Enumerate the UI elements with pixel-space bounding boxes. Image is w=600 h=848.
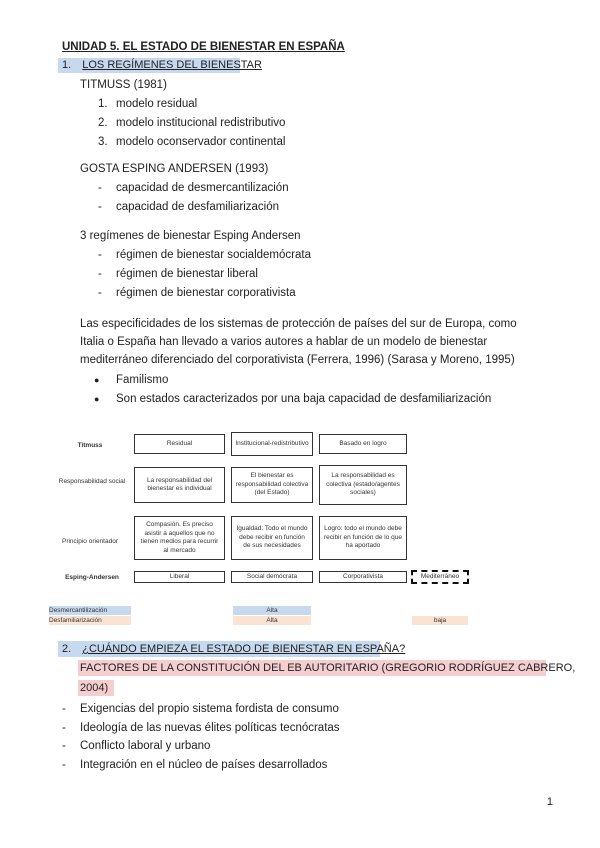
- row-label-titmuss: Titmuss: [77, 442, 103, 449]
- desmerc-value: Alta: [233, 606, 311, 615]
- list-item: Integración en el núcleo de países desarrollados: [80, 759, 328, 771]
- list-item: régimen de bienestar socialdemócrata: [116, 249, 311, 261]
- desfam-label: Desfamiliarización: [49, 616, 131, 625]
- list-item: Exigencias del propio sistema fordista de consumo: [80, 703, 339, 715]
- section2-title: ¿CUÁNDO EMPIEZA EL ESTADO DE BIENESTAR EN ESPAÑA?: [82, 643, 406, 655]
- bullet-item: ● Familismo: [116, 374, 168, 386]
- factores-heading-line2: 2004): [80, 682, 109, 694]
- list-item: Ideología de las nuevas élites políticas tecnócratas: [80, 722, 340, 734]
- paragraph-line: Italia o España han llevado a varios autores a hablar de un modelo de bienestar: [80, 336, 488, 348]
- dash-marker: -: [98, 287, 102, 299]
- list-item-number: 1.: [98, 98, 108, 110]
- list-item: capacidad de desmercantilización: [116, 182, 289, 194]
- esping-heading: GOSTA ESPING ANDERSEN (1993): [80, 163, 269, 175]
- row-label-principio: Principio orientador: [61, 538, 118, 545]
- med-desfam-value: baja: [412, 616, 468, 625]
- bullet-item: ● Son estados caracterizados por una baja capacidad de desfamiliarización: [116, 393, 491, 405]
- cell-corporativista: Corporativista: [319, 571, 407, 583]
- page-number: 1: [546, 796, 553, 808]
- header-logro: Basado en logro: [319, 434, 407, 454]
- regimenes-heading: 3 regímenes de bienestar Esping Andersen: [80, 230, 301, 242]
- factores-heading-line1: FACTORES DE LA CONSTITUCIÓN DEL EB AUTORITARIO (GREGORIO RODRÍGUEZ CABRERO,: [80, 662, 576, 674]
- cell-principio-institucional: Igualdad: Todo el mundo debe recibir en función de sus necesidades: [231, 516, 313, 560]
- row-label-responsabilidad: Responsabilidad social: [58, 478, 126, 485]
- section1-number: 1.: [62, 59, 72, 71]
- list-item: modelo institucional redistributivo: [116, 117, 286, 129]
- dash-marker: -: [62, 740, 66, 752]
- cell-principio-logro: Logro: todo el mundo debe recibir en función de lo que ha aportado: [319, 516, 407, 560]
- dash-marker: -: [98, 182, 102, 194]
- list-item: Conflicto laboral y urbano: [80, 740, 211, 752]
- list-item: modelo oconservador continental: [116, 136, 286, 148]
- section2-heading: [62, 643, 405, 655]
- header-institucional: Institucional-redistributivo: [231, 432, 313, 456]
- cell-resp-logro: La responsabilidad es colectiva (estado/agentes sociales): [319, 465, 407, 505]
- list-item-number: 2.: [98, 117, 108, 129]
- titmuss-heading: TITMUSS (1981): [80, 79, 167, 91]
- dash-marker: -: [98, 249, 102, 261]
- desfam-value: Alta: [233, 616, 311, 625]
- header-residual: Residual: [134, 434, 225, 454]
- list-item: capacidad de desfamiliarización: [116, 201, 280, 213]
- cell-resp-institucional: El bienestar es responsabilidad colectiva (del Estado): [231, 467, 313, 503]
- dash-marker: -: [62, 722, 66, 734]
- cell-mediterraneo: Mediterráneo: [411, 570, 469, 584]
- cell-resp-residual: La responsabilidad del bienestar es individual: [134, 467, 225, 503]
- page-title: UNIDAD 5. EL ESTADO DE BIENESTAR EN ESPAÑA: [62, 41, 345, 53]
- dash-marker: -: [62, 759, 66, 771]
- cell-principio-residual: Compasión. Es preciso asistir a aquellos que no tienen medios para recurrir al mercado: [134, 516, 225, 560]
- desmerc-label: Desmercantilización: [49, 606, 131, 615]
- list-item-number: 3.: [98, 136, 108, 148]
- list-item: régimen de bienestar corporativista: [116, 287, 296, 299]
- cell-socialdemocrata: Social demócrata: [231, 571, 313, 583]
- section1-heading: [62, 59, 262, 71]
- section1-title: LOS REGÍMENES DEL BIENESTAR: [82, 59, 262, 71]
- row-label-esping: Esping-Andersen: [65, 574, 119, 581]
- dash-marker: -: [98, 268, 102, 280]
- cell-liberal: Liberal: [134, 571, 225, 583]
- list-item: régimen de bienestar liberal: [116, 268, 258, 280]
- section2-number: 2.: [62, 643, 72, 655]
- list-item: modelo residual: [116, 98, 198, 110]
- paragraph-line: Las especificidades de los sistemas de protección de países del sur de Europa, como: [80, 318, 517, 330]
- paragraph-line: mediterráneo diferenciado del corporativista (Ferrera, 1996) (Sarasa y Moreno, 1995): [80, 354, 515, 366]
- dash-marker: -: [62, 703, 66, 715]
- dash-marker: -: [98, 201, 102, 213]
